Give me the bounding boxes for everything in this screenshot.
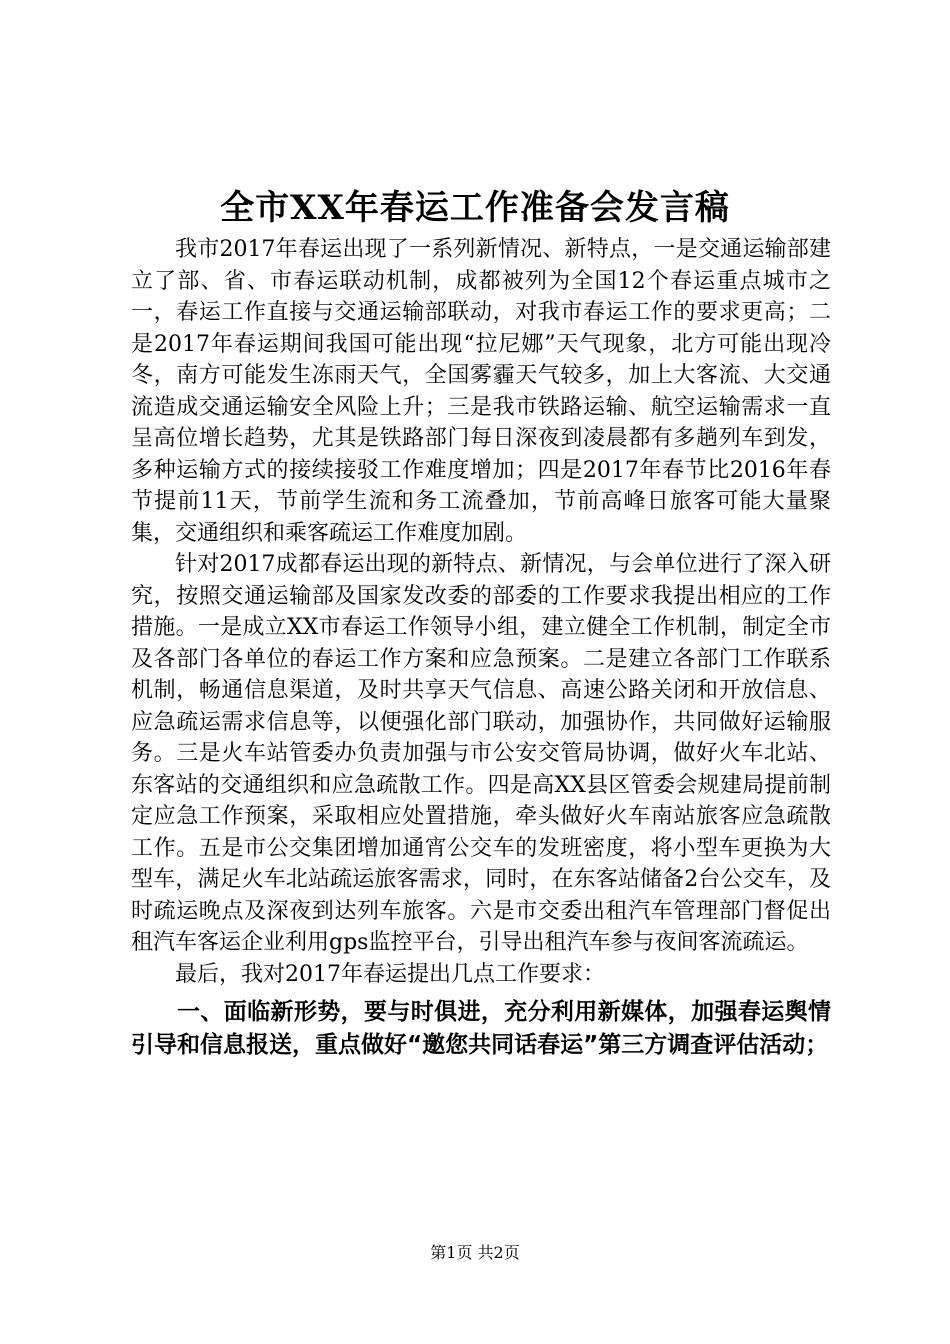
- paragraph-requirement-one: 一、面临新形势，要与时俱进，充分利用新媒体，加强春运舆情引导和信息报送，重点做好“邀您共同话春运”第三方调查评估活动；: [131, 999, 831, 1058]
- document-body: [131, 234, 831, 1062]
- paragraph-measures: 针对2017成都春运出现的新特点、新情况，与会单位进行了深入研究，按照交通运输部及国家发改委的部委的工作要求我提出相应的工作措施。一是成立XX市春运工作领导小组，建立健全工作机制，制定全市及各部门各单位的春运工作方案和应急预案。二是建立各部门工作联系机制，畅通信息渠道，及时共享天气信息、高速公路关闭和开放信息、应急疏运需求信息等，以便强化部门联动，加强协作，共同做好运输服务。三是火车站管委办负责加强与市公安交管局协调，做好火车北站、东客站的交通组织和应急疏散工作。四是高XX县区管委会规建局提前制定应急工作预案，采取相应处置措施，牵头做好火车南站旅客应急疏散工作。五是市公交集团增加通宵公交车的发班密度，将小型车更换为大型车，满足火车北站疏运旅客需求，同时，在东客站储备2台公交车，及时疏运晚点及深夜到达列车旅客。六是市交委出租汽车管理部门督促出租汽车客运企业利用gps监控平台，引导出租汽车参与夜间客流疏运。: [131, 552, 831, 955]
- page-number: 第1页 共2页: [430, 1243, 520, 1262]
- paragraph-situation: 我市2017年春运出现了一系列新情况、新特点，一是交通运输部建立了部、省、市春运联动机制，成都被列为全国12个春运重点城市之一，春运工作直接与交通运输部联动，对我市春运工作的要求更高；二是2017年春运期间我国可能出现“拉尼娜”天气现象，北方可能出现冷冬，南方可能发生冻雨天气，全国雾霾天气较多，加上大客流、大交通流造成交通运输安全风险上升；三是我市铁路运输、航空运输需求一直呈高位增长趋势，尤其是铁路部门每日深夜到凌晨都有多趟列车到发，多种运输方式的接续接驳工作难度增加；四是2017年春节比2016年春节提前11天，节前学生流和务工流叠加，节前高峰日旅客可能大量聚集，交通组织和乘客疏运工作难度加剧。: [131, 237, 831, 546]
- document-title: 全市XX年春运工作准备会发言稿: [220, 188, 730, 228]
- paragraph-requirements-intro: 最后，我对2017年春运提出几点工作要求：: [175, 961, 605, 987]
